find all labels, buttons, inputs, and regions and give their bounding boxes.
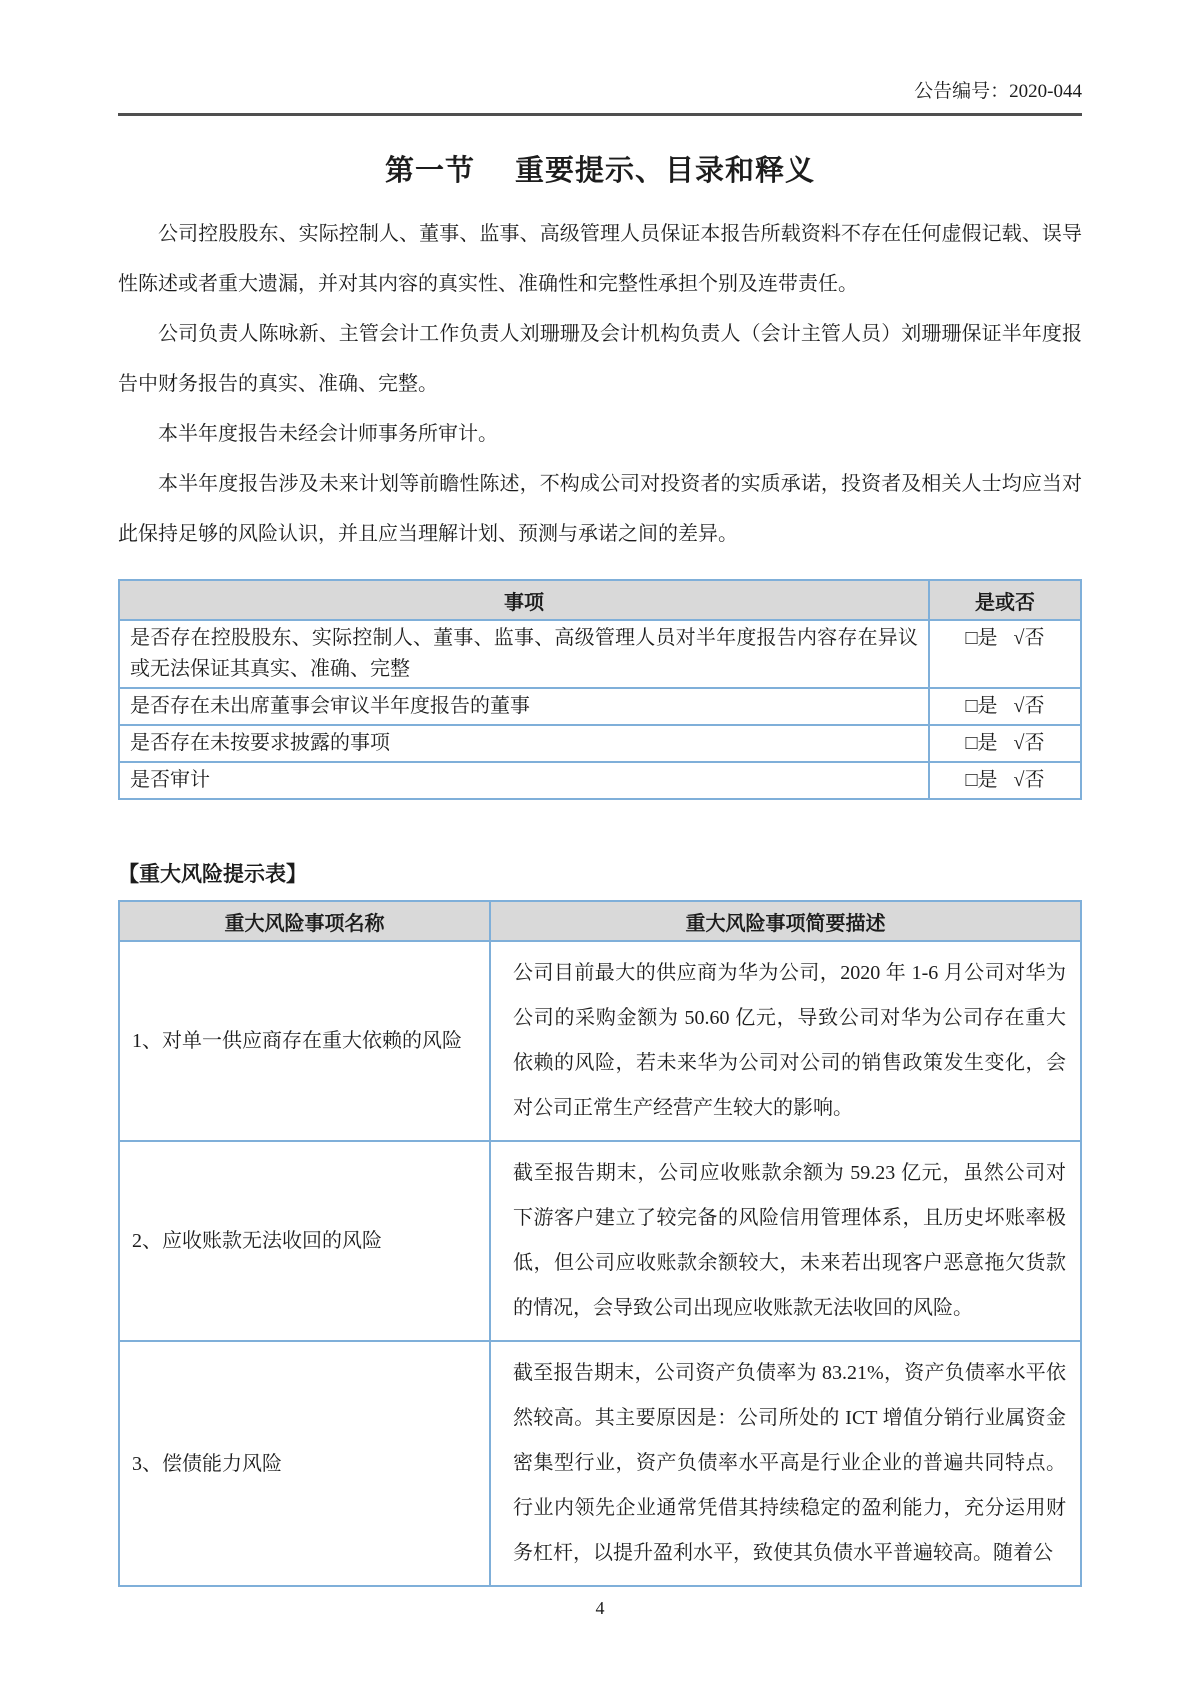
section-title: 重要提示、目录和释义 — [515, 155, 816, 187]
major-risk-table — [118, 900, 1082, 1587]
column-header-risk-name: 重大风险事项名称 — [119, 901, 490, 941]
checkbox-yes-option: □是 — [965, 732, 998, 754]
table-header-row — [119, 901, 1081, 941]
checkbox-yes-option: □是 — [965, 769, 998, 791]
paragraph-responsible-persons: 公司负责人陈咏新、主管会计工作负责人刘珊珊及会计机构负责人（会计主管人员）刘珊珊保证半年度报告中财务报告的真实、准确、完整。 — [118, 323, 1082, 395]
document-header — [118, 0, 1082, 116]
table-row — [119, 620, 1081, 688]
announcement-number: 公告编号：2020-044 — [914, 81, 1082, 102]
table-header-row — [119, 580, 1081, 620]
checkbox-yes-option: □是 — [965, 627, 998, 649]
table-row — [119, 688, 1081, 725]
column-header-risk-description: 重大风险事项简要描述 — [490, 901, 1081, 941]
item-text: 是否存在控股股东、实际控制人、董事、监事、高级管理人员对半年度报告内容存在异议或无法保证其真实、准确、完整 — [119, 620, 929, 688]
table-row — [119, 1141, 1081, 1341]
column-header-yes-or-no: 是或否 — [929, 580, 1081, 620]
risk-description: 截至报告期末，公司资产负债率为 83.21%，资产负债率水平依然较高。其主要原因是：公司所处的 ICT 增值分销行业属资金密集型行业，资产负债率水平高是行业企业的普遍共同特点。行业内领先企业通常凭借其持续稳定的盈利能力，充分运用财务杠杆，以提升盈利水平，致使其负债水平普遍较高。随着公 — [490, 1341, 1081, 1586]
page-title — [118, 148, 1082, 189]
section-number: 第一节 — [384, 155, 475, 187]
disclosure-items-table — [118, 579, 1082, 800]
column-header-item: 事项 — [119, 580, 929, 620]
paragraph-forward-looking: 本半年度报告涉及未来计划等前瞻性陈述，不构成公司对投资者的实质承诺，投资者及相关人士均应当对此保持足够的风险认识，并且应当理解计划、预测与承诺之间的差异。 — [118, 473, 1082, 545]
risk-name: 2、应收账款无法收回的风险 — [119, 1141, 490, 1341]
checked-no-option: √否 — [1013, 769, 1045, 791]
checked-no-option: √否 — [1013, 732, 1045, 754]
page-number: 4 — [595, 1598, 605, 1618]
answer-cell — [929, 620, 1081, 688]
checked-no-option: √否 — [1013, 695, 1045, 717]
item-text: 是否存在未出席董事会审议半年度报告的董事 — [119, 688, 929, 725]
table-row — [119, 941, 1081, 1141]
paragraph-unaudited: 本半年度报告未经会计师事务所审计。 — [158, 423, 498, 445]
answer-cell — [929, 725, 1081, 762]
paragraph-disclaimer: 公司控股股东、实际控制人、董事、监事、高级管理人员保证本报告所载资料不存在任何虚假记载、误导性陈述或者重大遗漏，并对其内容的真实性、准确性和完整性承担个别及连带责任。 — [118, 223, 1082, 295]
answer-cell — [929, 688, 1081, 725]
table-row — [119, 762, 1081, 799]
answer-cell — [929, 762, 1081, 799]
risk-description: 截至报告期末，公司应收账款余额为 59.23 亿元，虽然公司对下游客户建立了较完备的风险信用管理体系，且历史坏账率极低，但公司应收账款余额较大，未来若出现客户恶意拖欠货款的情况，会导致公司出现应收账款无法收回的风险。 — [490, 1141, 1081, 1341]
table-row — [119, 725, 1081, 762]
checkbox-yes-option: □是 — [965, 695, 998, 717]
risk-name: 1、对单一供应商存在重大依赖的风险 — [119, 941, 490, 1141]
risk-table-heading: 【重大风险提示表】 — [118, 863, 307, 886]
risk-description: 公司目前最大的供应商为华为公司，2020 年 1-6 月公司对华为公司的采购金额为 50.60 亿元，导致公司对华为公司存在重大依赖的风险，若未来华为公司对公司的销售政策发生变化，会对公司正常生产经营产生较大的影响。 — [490, 941, 1081, 1141]
item-text: 是否审计 — [119, 762, 929, 799]
checked-no-option: √否 — [1013, 627, 1045, 649]
body-paragraphs — [118, 209, 1082, 559]
item-text: 是否存在未按要求披露的事项 — [119, 725, 929, 762]
risk-name: 3、偿债能力风险 — [119, 1341, 490, 1586]
table-row — [119, 1341, 1081, 1586]
